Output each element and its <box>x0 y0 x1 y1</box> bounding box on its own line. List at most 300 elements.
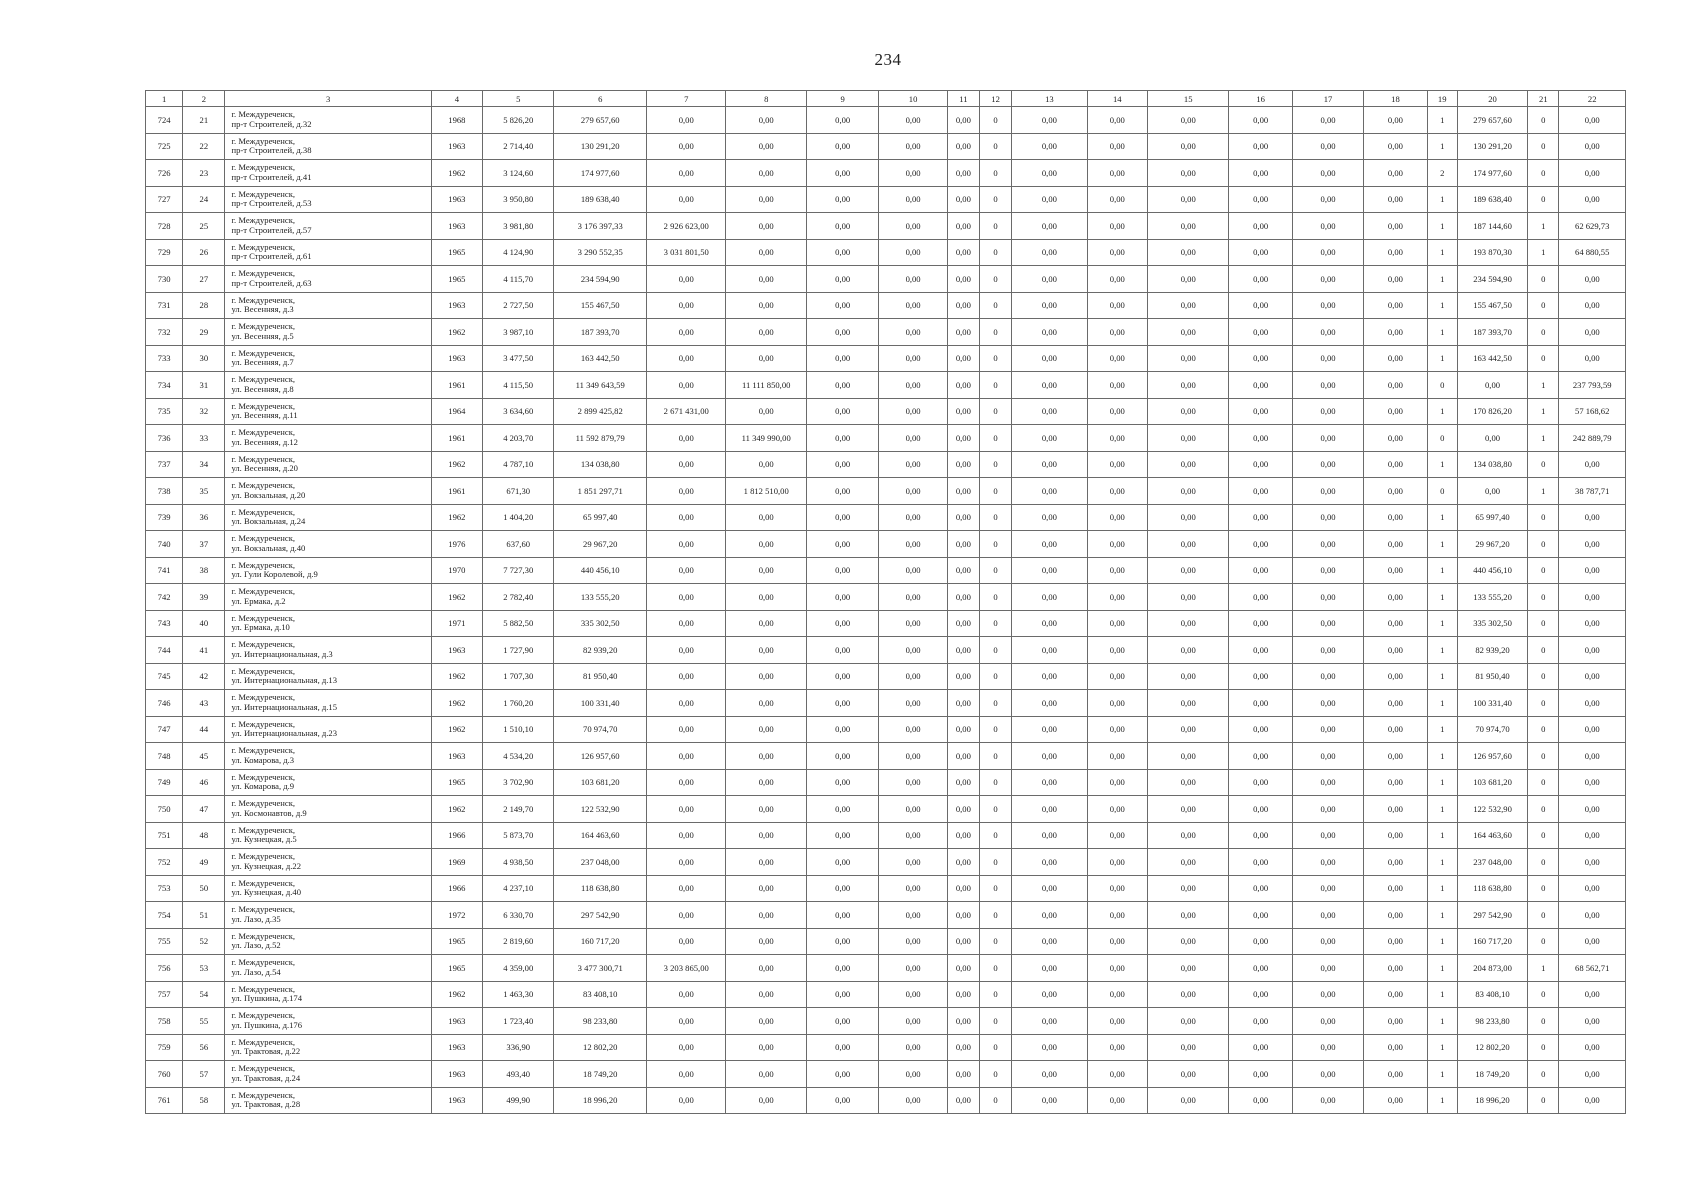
table-cell: 187 393,70 <box>554 319 647 346</box>
table-cell: 0,00 <box>1087 133 1147 160</box>
table-cell: 0,00 <box>1229 1087 1292 1114</box>
table-cell: 0,00 <box>1087 425 1147 452</box>
table-cell: 0,00 <box>647 769 726 796</box>
address-line: ул. Весенняя, д.5 <box>231 330 294 341</box>
table-cell: 0,00 <box>947 451 979 478</box>
table-cell: 0,00 <box>1292 849 1363 876</box>
table-cell: 0,00 <box>947 425 979 452</box>
table-cell: 0,00 <box>1229 610 1292 637</box>
table-cell: 742 <box>146 584 183 611</box>
table-cell: 0 <box>979 663 1011 690</box>
table-cell: 0,00 <box>726 292 806 319</box>
address-line: г. Междуреченск, <box>231 533 296 544</box>
column-header: 21 <box>1528 91 1559 107</box>
table-cell: 0,00 <box>947 928 979 955</box>
table-cell: 0 <box>1528 743 1559 770</box>
address-line: г. Междуреченск, <box>231 983 296 994</box>
table-cell: 0,00 <box>1292 504 1363 531</box>
table-cell: 637,60 <box>483 531 554 558</box>
table-cell: 1963 <box>431 213 482 240</box>
table-cell: 0,00 <box>1457 372 1527 399</box>
address-cell <box>225 478 431 505</box>
table-cell: 725 <box>146 133 183 160</box>
table-cell: 0,00 <box>879 213 947 240</box>
table-cell: 756 <box>146 955 183 982</box>
table-cell: 0,00 <box>806 1061 878 1088</box>
table-cell: 0,00 <box>647 292 726 319</box>
table-cell: 0,00 <box>1147 504 1228 531</box>
table-cell: 103 681,20 <box>1457 769 1527 796</box>
table-cell: 0,00 <box>1147 928 1228 955</box>
column-header: 8 <box>726 91 806 107</box>
address-line: ул. Лазо, д.35 <box>231 913 281 924</box>
table-cell: 1 <box>1427 822 1457 849</box>
table-cell: 0,00 <box>1364 266 1427 293</box>
table-cell: 0,00 <box>1559 107 1626 134</box>
table-cell: 0,00 <box>726 690 806 717</box>
table-cell: 83 408,10 <box>1457 981 1527 1008</box>
address-line: пр-т Строителей, д.53 <box>231 198 312 209</box>
table-cell: 0,00 <box>1229 107 1292 134</box>
table-cell: 0,00 <box>1147 796 1228 823</box>
table-cell: 0,00 <box>1147 849 1228 876</box>
address-line: ул. Пушкина, д.174 <box>231 993 302 1004</box>
table-cell: 0,00 <box>647 345 726 372</box>
table-cell: 0,00 <box>726 1034 806 1061</box>
table-cell: 760 <box>146 1061 183 1088</box>
address-cell <box>225 504 431 531</box>
table-cell: 0,00 <box>879 557 947 584</box>
table-cell: 1 <box>1427 981 1457 1008</box>
table-cell: 234 594,90 <box>554 266 647 293</box>
table-cell: 1 <box>1427 902 1457 929</box>
table-cell: 0,00 <box>647 690 726 717</box>
table-cell: 748 <box>146 743 183 770</box>
table-cell: 0,00 <box>1012 451 1087 478</box>
table-cell: 0,00 <box>1012 425 1087 452</box>
table-cell: 0,00 <box>1292 239 1363 266</box>
address-line: ул. Весенняя, д.20 <box>231 463 298 474</box>
header-row <box>146 91 1626 107</box>
table-cell: 0 <box>979 610 1011 637</box>
table-cell: 4 787,10 <box>483 451 554 478</box>
table-cell: 187 144,60 <box>1457 213 1527 240</box>
table-cell: 0,00 <box>1559 1034 1626 1061</box>
table-cell: 0 <box>1528 1087 1559 1114</box>
table-cell: 1 <box>1427 292 1457 319</box>
table-cell: 0,00 <box>1559 796 1626 823</box>
address-cell <box>225 398 431 425</box>
address-cell <box>225 160 431 187</box>
table-cell: 0,00 <box>947 557 979 584</box>
address-cell <box>225 690 431 717</box>
table-cell: 65 997,40 <box>554 504 647 531</box>
table-cell: 0,00 <box>1229 345 1292 372</box>
table-cell: 0,00 <box>1012 239 1087 266</box>
table-cell: 0 <box>979 637 1011 664</box>
table-cell: 0,00 <box>1012 796 1087 823</box>
table-cell: 2 819,60 <box>483 928 554 955</box>
table-cell: 0,00 <box>1087 451 1147 478</box>
table-cell: 0,00 <box>1292 213 1363 240</box>
table-cell: 1 <box>1427 213 1457 240</box>
table-cell: 0 <box>979 557 1011 584</box>
table-cell: 0,00 <box>947 849 979 876</box>
table-cell: 1963 <box>431 1087 482 1114</box>
table-cell: 0,00 <box>647 160 726 187</box>
address-line: г. Междуреченск, <box>231 930 296 941</box>
table-cell: 24 <box>183 186 225 213</box>
table-cell: 49 <box>183 849 225 876</box>
table-cell: 758 <box>146 1008 183 1035</box>
address-cell <box>225 902 431 929</box>
table-cell: 0 <box>979 1061 1011 1088</box>
table-cell: 42 <box>183 663 225 690</box>
table-cell: 163 442,50 <box>554 345 647 372</box>
table-cell: 0,00 <box>879 239 947 266</box>
table-cell: 0,00 <box>879 849 947 876</box>
table-cell: 0,00 <box>1087 372 1147 399</box>
address-line: г. Междуреченск, <box>231 321 296 332</box>
table-cell: 0,00 <box>1364 1061 1427 1088</box>
table-cell: 0,00 <box>1292 902 1363 929</box>
table-cell: 1970 <box>431 557 482 584</box>
table-cell: 0,00 <box>647 716 726 743</box>
table-cell: 0,00 <box>647 875 726 902</box>
table-cell: 0,00 <box>806 769 878 796</box>
table-cell: 0,00 <box>1364 345 1427 372</box>
table-cell: 0,00 <box>1012 398 1087 425</box>
table-cell: 0,00 <box>1012 186 1087 213</box>
table-cell: 0,00 <box>879 372 947 399</box>
table-cell: 0,00 <box>879 1034 947 1061</box>
table-cell: 0,00 <box>947 186 979 213</box>
table-cell: 755 <box>146 928 183 955</box>
table-cell: 0,00 <box>879 690 947 717</box>
table-cell: 0,00 <box>1559 743 1626 770</box>
address-line: ул. Весенняя, д.8 <box>231 383 294 394</box>
table-row <box>146 504 1626 531</box>
table-cell: 0,00 <box>1147 292 1228 319</box>
table-cell: 1964 <box>431 398 482 425</box>
table-cell: 0,00 <box>1229 133 1292 160</box>
table-cell: 0,00 <box>1364 955 1427 982</box>
table-cell: 1976 <box>431 531 482 558</box>
table-cell: 0,00 <box>806 955 878 982</box>
table-cell: 4 124,90 <box>483 239 554 266</box>
table-cell: 0,00 <box>1147 955 1228 982</box>
table-cell: 1 <box>1427 690 1457 717</box>
table-cell: 0,00 <box>1292 637 1363 664</box>
table-cell: 0,00 <box>726 319 806 346</box>
table-cell: 0,00 <box>806 610 878 637</box>
address-cell <box>225 213 431 240</box>
table-cell: 41 <box>183 637 225 664</box>
table-cell: 0,00 <box>1012 743 1087 770</box>
table-cell: 0,00 <box>1364 875 1427 902</box>
table-cell: 0,00 <box>1364 213 1427 240</box>
table-cell: 0,00 <box>1292 451 1363 478</box>
address-line: ул. Интернациональная, д.13 <box>231 675 338 686</box>
table-cell: 0,00 <box>647 504 726 531</box>
table-cell: 0,00 <box>1147 239 1228 266</box>
table-cell: 0,00 <box>1087 743 1147 770</box>
table-cell: 0,00 <box>1457 478 1527 505</box>
table-cell: 3 203 865,00 <box>647 955 726 982</box>
table-cell: 82 939,20 <box>1457 637 1527 664</box>
table-cell: 0,00 <box>1012 531 1087 558</box>
table-cell: 1962 <box>431 160 482 187</box>
table-row <box>146 849 1626 876</box>
table-cell: 0,00 <box>1229 425 1292 452</box>
table-cell: 1 760,20 <box>483 690 554 717</box>
table-cell: 0,00 <box>1229 398 1292 425</box>
table-cell: 29 967,20 <box>1457 531 1527 558</box>
table-cell: 0,00 <box>1292 531 1363 558</box>
table-cell: 753 <box>146 875 183 902</box>
address-line: г. Междуреченск, <box>231 957 296 968</box>
table-cell: 0 <box>1528 292 1559 319</box>
address-line: ул. Гули Королевой, д.9 <box>231 569 318 580</box>
table-cell: 130 291,20 <box>1457 133 1527 160</box>
table-cell: 0,00 <box>1229 875 1292 902</box>
table-cell: 0,00 <box>1364 663 1427 690</box>
table-cell: 1 <box>1427 743 1457 770</box>
table-cell: 58 <box>183 1087 225 1114</box>
table-cell: 45 <box>183 743 225 770</box>
table-cell: 0,00 <box>1229 928 1292 955</box>
table-cell: 761 <box>146 1087 183 1114</box>
address-cell <box>225 928 431 955</box>
table-cell: 0 <box>979 1034 1011 1061</box>
table-row <box>146 610 1626 637</box>
table-cell: 0 <box>979 133 1011 160</box>
table-cell: 0 <box>979 690 1011 717</box>
table-cell: 0,00 <box>806 292 878 319</box>
table-cell: 3 981,80 <box>483 213 554 240</box>
column-header: 2 <box>183 91 225 107</box>
address-line: г. Междуреченск, <box>231 692 296 703</box>
table-cell: 54 <box>183 981 225 1008</box>
table-cell: 0,00 <box>947 133 979 160</box>
table-cell: 0,00 <box>1364 981 1427 1008</box>
table-row <box>146 345 1626 372</box>
table-cell: 0 <box>1528 345 1559 372</box>
table-cell: 0,00 <box>879 928 947 955</box>
table-cell: 0,00 <box>1229 160 1292 187</box>
table-cell: 133 555,20 <box>1457 584 1527 611</box>
table-cell: 1 <box>1528 398 1559 425</box>
table-cell: 0,00 <box>1292 160 1363 187</box>
table-cell: 0,00 <box>726 133 806 160</box>
table-cell: 98 233,80 <box>1457 1008 1527 1035</box>
table-cell: 1968 <box>431 107 482 134</box>
table-cell: 0,00 <box>806 849 878 876</box>
table-cell: 0,00 <box>1012 822 1087 849</box>
address-cell <box>225 319 431 346</box>
address-line: пр-т Строителей, д.32 <box>231 118 312 129</box>
table-cell: 0 <box>1427 425 1457 452</box>
table-cell: 0,00 <box>1147 1087 1228 1114</box>
table-cell: 193 870,30 <box>1457 239 1527 266</box>
table-cell: 1 <box>1427 531 1457 558</box>
table-cell: 0 <box>1528 133 1559 160</box>
table-row <box>146 690 1626 717</box>
table-cell: 0,00 <box>1559 981 1626 1008</box>
table-cell: 0,00 <box>1292 345 1363 372</box>
table-cell: 0,00 <box>726 902 806 929</box>
table-cell: 0 <box>979 1008 1011 1035</box>
table-cell: 0,00 <box>879 531 947 558</box>
table-cell: 56 <box>183 1034 225 1061</box>
table-cell: 0,00 <box>726 160 806 187</box>
table-cell: 0 <box>979 425 1011 452</box>
address-line: ул. Весенняя, д.11 <box>231 410 298 421</box>
table-cell: 0,00 <box>1364 796 1427 823</box>
table-cell: 0,00 <box>879 107 947 134</box>
table-cell: 0,00 <box>1292 266 1363 293</box>
table-cell: 0 <box>979 372 1011 399</box>
table-cell: 0,00 <box>947 1008 979 1035</box>
table-cell: 0,00 <box>1012 107 1087 134</box>
table-cell: 751 <box>146 822 183 849</box>
table-cell: 0,00 <box>1559 875 1626 902</box>
table-cell: 0,00 <box>1012 663 1087 690</box>
table-cell: 0 <box>979 716 1011 743</box>
table-cell: 3 477,50 <box>483 345 554 372</box>
table-cell: 0,00 <box>947 690 979 717</box>
table-cell: 732 <box>146 319 183 346</box>
table-cell: 0 <box>979 451 1011 478</box>
table-cell: 0,00 <box>1559 637 1626 664</box>
table-cell: 0,00 <box>879 425 947 452</box>
table-cell: 1 <box>1427 1008 1457 1035</box>
table-cell: 0,00 <box>647 637 726 664</box>
table-cell: 0,00 <box>647 796 726 823</box>
table-cell: 297 542,90 <box>554 902 647 929</box>
table-cell: 0,00 <box>647 425 726 452</box>
address-line: ул. Кузнецкая, д.5 <box>231 834 297 845</box>
table-cell: 0,00 <box>1292 1034 1363 1061</box>
table-cell: 29 <box>183 319 225 346</box>
table-cell: 0,00 <box>947 107 979 134</box>
table-cell: 0,00 <box>879 769 947 796</box>
address-cell <box>225 610 431 637</box>
table-cell: 0,00 <box>1087 610 1147 637</box>
address-cell <box>225 425 431 452</box>
table-cell: 1 463,30 <box>483 981 554 1008</box>
table-cell: 0,00 <box>1229 743 1292 770</box>
column-header: 10 <box>879 91 947 107</box>
table-cell: 0,00 <box>1087 160 1147 187</box>
table-cell: 0,00 <box>1087 981 1147 1008</box>
table-cell: 0,00 <box>1292 292 1363 319</box>
address-cell <box>225 637 431 664</box>
table-cell: 0,00 <box>726 796 806 823</box>
column-header: 19 <box>1427 91 1457 107</box>
table-cell: 0,00 <box>1087 875 1147 902</box>
address-line: г. Междуреченск, <box>231 1089 296 1100</box>
table-cell: 0,00 <box>1292 372 1363 399</box>
table-cell: 4 237,10 <box>483 875 554 902</box>
table-cell: 0,00 <box>947 822 979 849</box>
table-cell: 0,00 <box>879 610 947 637</box>
table-cell: 0,00 <box>647 902 726 929</box>
table-cell: 64 880,55 <box>1559 239 1626 266</box>
table-cell: 0,00 <box>647 1034 726 1061</box>
table-cell: 0,00 <box>879 955 947 982</box>
table-cell: 0 <box>1528 822 1559 849</box>
table-cell: 0,00 <box>947 372 979 399</box>
table-cell: 0,00 <box>947 584 979 611</box>
table-cell: 0,00 <box>647 319 726 346</box>
table-cell: 5 873,70 <box>483 822 554 849</box>
table-row <box>146 955 1626 982</box>
address-cell <box>225 716 431 743</box>
table-cell: 0,00 <box>806 584 878 611</box>
table-cell: 0,00 <box>1559 769 1626 796</box>
table-cell: 1962 <box>431 504 482 531</box>
table-cell: 0,00 <box>1012 478 1087 505</box>
address-cell <box>225 1061 431 1088</box>
table-cell: 0,00 <box>1364 292 1427 319</box>
table-cell: 1 <box>1427 637 1457 664</box>
table-cell: 40 <box>183 610 225 637</box>
address-line: ул. Космонавтов, д.9 <box>231 807 307 818</box>
table-cell: 0,00 <box>1147 478 1228 505</box>
table-cell: 0,00 <box>1012 372 1087 399</box>
address-line: г. Междуреченск, <box>231 188 296 199</box>
table-cell: 0,00 <box>1229 478 1292 505</box>
table-cell: 0,00 <box>1292 955 1363 982</box>
table-cell: 0 <box>979 504 1011 531</box>
table-cell: 0,00 <box>1012 981 1087 1008</box>
column-header: 1 <box>146 91 183 107</box>
address-line: ул. Интернациональная, д.3 <box>231 648 333 659</box>
address-line: ул. Комарова, д.9 <box>231 781 295 792</box>
table-cell: 0,00 <box>647 531 726 558</box>
address-line: г. Междуреченск, <box>231 877 296 888</box>
table-row <box>146 796 1626 823</box>
address-cell <box>225 955 431 982</box>
table-cell: 0,00 <box>1147 981 1228 1008</box>
table-cell: 0,00 <box>806 345 878 372</box>
table-cell: 11 349 990,00 <box>726 425 806 452</box>
table-cell: 2 926 623,00 <box>647 213 726 240</box>
table-cell: 1 <box>1427 398 1457 425</box>
table-cell: 0,00 <box>1087 478 1147 505</box>
table-cell: 0,00 <box>1147 531 1228 558</box>
table-cell: 0,00 <box>879 796 947 823</box>
table-cell: 0,00 <box>806 213 878 240</box>
column-header: 12 <box>979 91 1011 107</box>
table-cell: 728 <box>146 213 183 240</box>
table-cell: 0,00 <box>1012 610 1087 637</box>
table-cell: 3 987,10 <box>483 319 554 346</box>
table-cell: 51 <box>183 902 225 929</box>
address-line: г. Междуреченск, <box>231 347 296 358</box>
table-cell: 0 <box>1528 186 1559 213</box>
address-line: г. Междуреченск, <box>231 268 296 279</box>
table-row <box>146 425 1626 452</box>
address-line: ул. Лазо, д.54 <box>231 966 281 977</box>
table-cell: 0,00 <box>1364 398 1427 425</box>
table-cell: 0,00 <box>806 663 878 690</box>
table-cell: 0,00 <box>1087 319 1147 346</box>
table-cell: 0,00 <box>1292 769 1363 796</box>
table-cell: 11 349 643,59 <box>554 372 647 399</box>
table-cell: 0,00 <box>726 875 806 902</box>
